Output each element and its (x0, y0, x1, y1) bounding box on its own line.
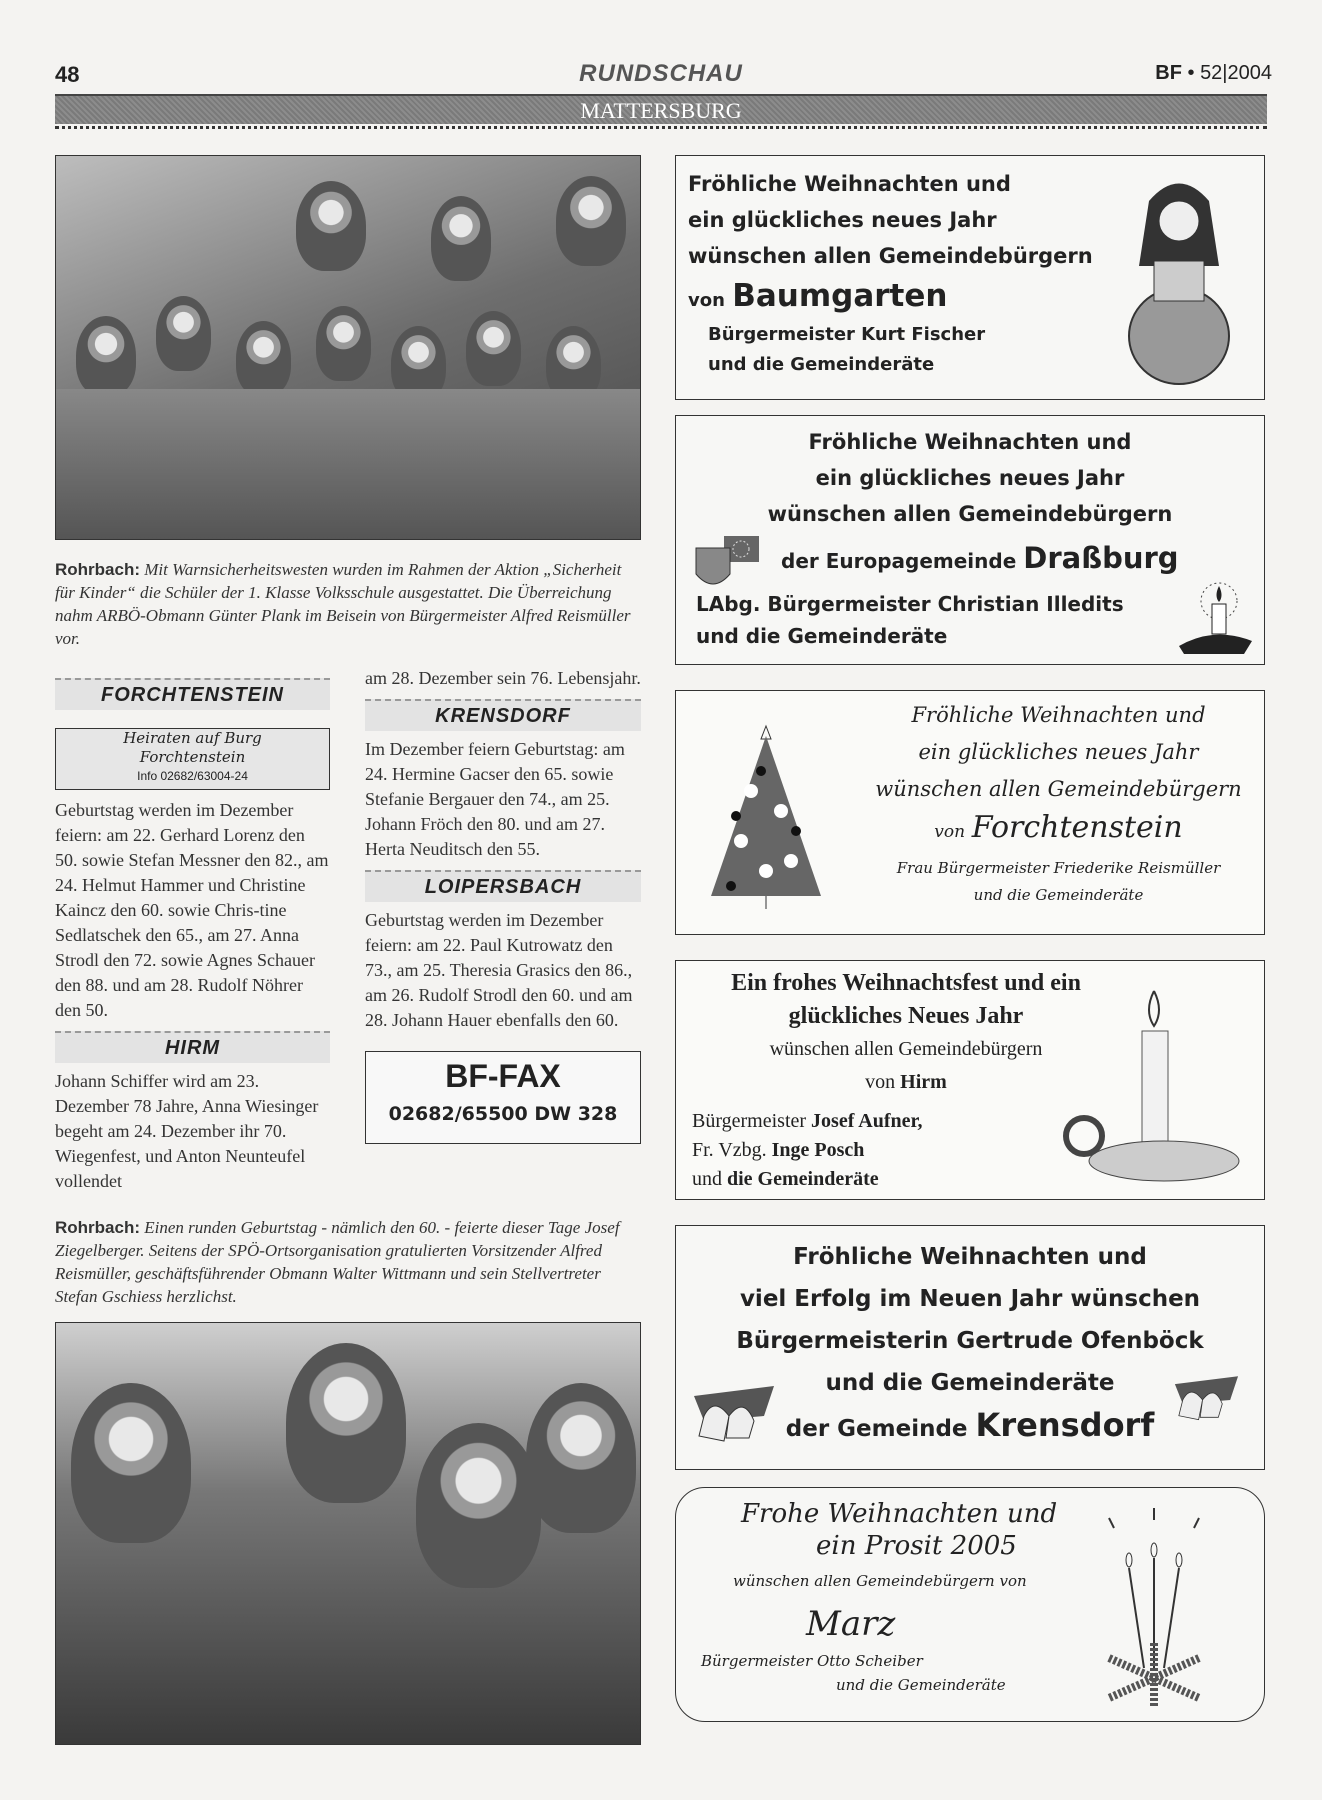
ad-text: Fr. Vzbg. (692, 1139, 767, 1161)
ad-von: von (934, 822, 966, 842)
ad-line: Frohe Weihnachten und (741, 1499, 1058, 1529)
three-candles-icon (1099, 1508, 1209, 1708)
page-number: 48 (55, 62, 80, 87)
issue: 52|2004 (1200, 62, 1272, 84)
ad-vice-mayor: Inge Posch (771, 1139, 865, 1161)
ad-line: Fröhliche Weihnachten und (911, 703, 1206, 727)
ad-mayor: LAbg. Bürgermeister Christian Illedits (696, 592, 1124, 616)
bf-fax-title: BF-FAX (445, 1058, 561, 1094)
photo-schoolchildren (55, 155, 641, 540)
ad-line: glückliches Neues Jahr (788, 1003, 1024, 1029)
bf-fax-box (365, 1051, 641, 1144)
ad-town: Marz (806, 1604, 896, 1644)
ad-line: Heiraten auf Burg (123, 729, 262, 747)
ad-line: wünschen allen Gemeindebürgern (769, 1038, 1043, 1060)
ad-von: von (865, 1071, 896, 1093)
ad-mayor: Josef Aufner, (811, 1110, 923, 1132)
ad-mayor: Frau Bürgermeister Friederike Reismüller (896, 859, 1221, 877)
heading-loipersbach: LOIPERSBACH (365, 870, 641, 902)
ad-text: Bürgermeister (692, 1110, 807, 1132)
ad-line: Forchtenstein (139, 748, 246, 766)
ad-town: Hirm (900, 1071, 947, 1093)
ad-krensdorf (675, 1225, 1265, 1470)
ad-line: ein glückliches neues Jahr (688, 208, 997, 232)
caption-place: Rohrbach: (55, 560, 140, 579)
caption-text: Einen runden Geburtstag - nämlich den 60. - feierte dieser Tage Josef Ziegelberger. Seitens der SPÖ-Ortsorganisation gratulierten Vorsitzender Alfred Reismüller, geschäftsführender Obmann Walter Wittmann und sein Stellvertreter Stefan Gschiess herzlichst. (55, 1218, 620, 1306)
ad-line: ein glückliches neues Jahr (918, 740, 1199, 764)
heading-forchtenstein: FORCHTENSTEIN (55, 678, 330, 710)
news-subcolumn-left (55, 678, 330, 1194)
brand: BF (1155, 62, 1182, 84)
coat-of-arms-europe-icon (694, 534, 759, 594)
bullet: • (1187, 62, 1195, 84)
ad-town: Draßburg (1023, 541, 1179, 575)
ad-line: wünschen allen Gemeindebürgern (767, 502, 1173, 526)
loipersbach-text: Geburtstag werden im Dezember feiern: am 22. Paul Kutrowatz den 73., am 25. Theresia Grasics den 86., am 26. Rudolf Strodl den 60. und am 28. Johann Hauer ebenfalls den 60. (365, 910, 633, 1030)
issue-label (1155, 62, 1272, 85)
ad-line: Fröhliche Weihnachten und (793, 1244, 1147, 1270)
christmas-tree-icon (701, 721, 831, 911)
ad-council: die Gemeinderäte (727, 1168, 879, 1190)
ad-council: und die Gemeinderäte (696, 624, 948, 648)
ad-line: Fröhliche Weihnachten und (808, 430, 1132, 454)
ad-town: Krensdorf (975, 1406, 1155, 1444)
photo-birthday-group (55, 1322, 641, 1745)
ad-line: wünschen allen Gemeindebürgern (688, 244, 1093, 268)
ad-line: ein Prosit 2005 (816, 1531, 1017, 1561)
caption-text: Mit Warnsicherheitswesten wurden im Rahmen der Aktion „Sicherheit für Kinder“ die Schüler der 1. Klasse Volksschule ausgestattet. Die Überreichung nahm ARBÖ-Obmann Günter Plank im Beisein von Bürgermeister Alfred Reismüller vor. (55, 560, 631, 648)
ad-council: und die Gemeinderäte (708, 354, 935, 375)
christmas-bells-icon (684, 1376, 779, 1446)
ad-mayor: Bürgermeister Kurt Fischer (708, 324, 986, 345)
ad-prefix: der Gemeinde (785, 1416, 968, 1442)
christmas-bells-icon (1167, 1366, 1242, 1426)
news-columns (55, 668, 641, 1194)
ad-town: Forchtenstein (971, 810, 1183, 845)
heading-hirm: HIRM (55, 1031, 330, 1063)
ad-council: und die Gemeinderäte (836, 1676, 1006, 1694)
caption-place: Rohrbach: (55, 1218, 140, 1237)
ad-info: Info 02682/63004-24 (137, 769, 248, 783)
ad-line: Fröhliche Weihnachten und (688, 172, 1011, 196)
ad-von: von (688, 290, 725, 311)
krensdorf-text: Im Dezember feiern Geburtstag: am 24. Hermine Gacser den 65. sowie Stefanie Bergauer den 74., am 25. Johann Fröch den 80. und am 27. Herta Neuditsch den 55. (365, 739, 625, 859)
ad-heiraten-burg (55, 728, 330, 790)
ad-hirm (675, 960, 1265, 1200)
divider (55, 126, 1267, 129)
region-banner: MATTERSBURG (55, 94, 1267, 124)
news-subcolumn-right (365, 668, 641, 1194)
ad-baumgarten (675, 155, 1265, 400)
ad-drassburg (675, 415, 1265, 665)
ad-line: Ein frohes Weihnachtsfest und ein (731, 970, 1081, 996)
photo-caption-1 (55, 558, 641, 650)
candle-holder-icon (1054, 986, 1244, 1191)
ad-prefix: der Europagemeinde (781, 549, 1017, 573)
bf-fax-number: 02682/65500 DW 328 (388, 1103, 618, 1125)
photo-caption-2 (55, 1216, 641, 1308)
section-title: RUNDSCHAU (579, 60, 743, 87)
ad-marz (675, 1487, 1265, 1722)
ad-council: und die Gemeinderäte (973, 886, 1144, 904)
ad-line: wünschen allen Gemeindebürgern (875, 777, 1242, 801)
ad-forchtenstein (675, 690, 1265, 935)
ad-town: Baumgarten (732, 278, 948, 314)
ad-line: wünschen allen Gemeindebürgern von (733, 1572, 1027, 1590)
hirm-text-continued: am 28. Dezember sein 76. Lebensjahr. (365, 668, 641, 688)
hirm-text: Johann Schiffer wird am 23. Dezember 78 Jahre, Anna Wiesinger begeht am 24. Dezember ihr 70. Wiegenfest, und Anton Neunteufel vollendet (55, 1071, 319, 1191)
forchtenstein-text: Geburtstag werden im Dezember feiern: am 22. Gerhard Lorenz den 50. sowie Stefan Messner den 82., am 24. Helmut Hammer und Christine Kaincz den 60. sowie Chris-tine Sedlatschek den 65., am 27. Anna Strodl den 72. sowie Agnes Schauer den 88. und am 28. Rudolf Nöhrer den 50. (55, 800, 329, 1020)
ad-line: ein glückliches neues Jahr (815, 466, 1125, 490)
left-column (55, 155, 641, 1745)
santa-claus-icon (1124, 171, 1234, 386)
ad-line: viel Erfolg im Neuen Jahr wünschen (739, 1286, 1201, 1312)
ad-line: Bürgermeisterin Gertrude Ofenböck (736, 1328, 1204, 1354)
ad-line: und die Gemeinderäte (825, 1370, 1115, 1396)
ad-text: und (692, 1168, 722, 1190)
heading-krensdorf: KRENSDORF (365, 699, 641, 731)
advent-candle-icon (1174, 576, 1254, 656)
ad-mayor: Bürgermeister Otto Scheiber (701, 1652, 923, 1670)
